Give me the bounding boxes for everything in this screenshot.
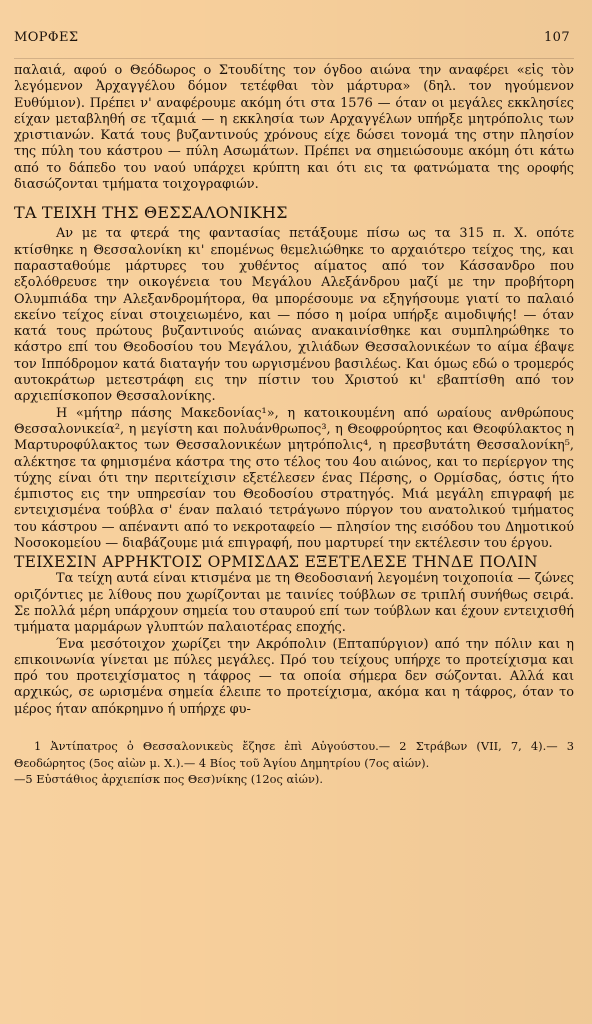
footnote-line-1: 1 Ἀντίπατρος ὁ Θεσσαλονικεὺς ἔζησε ἐπὶ Αὐγούστου.— 2 Στράβων (VII, 7, 4).— 3 Θεοδώρητος (5ος αἰὼν μ. Χ.).— 4 Βίος τοῦ Ἁγίου Δημητρίου (7ος αἰών). xyxy=(14,738,574,770)
footnote-line-2: —5 Εὐστάθιος ἀρχιεπίσκ πος Θεσ)νίκης (12ος αἰών). xyxy=(14,772,323,787)
paragraph-2: Αν με τα φτερά της φαντασίας πετάξουμε πίσω ως τα 315 π. Χ. οπότε κτίσθηκε η Θεσσαλονίκη κι' επομένως θεμελιώθηκε το αρχαιότερο τείχος της, και παρασταθούμε μάρτυρες του χυθέντος αίματος από τον Κάσσανδρο που εξολόθρευσε την οικογένεια του Μεγάλου Αλεξάνδρου μαζί με την προβήτορη Ολυμπιάδα την Αλεξανδρομήτορα, θα μπορέσουμε να εξηγήσουμε γιατί το παλαιό εκείνο τείχος είναι στοιχειωμένο, και — πόσο η μοίρα υπήρξε αιμοδιψής! — όταν κατά τους πρώτους βυζαντινούς αιώνας ανακαινίσθηκε και συμπληρώθηκε το κάστρο επί του Θεοδοσίου του Μεγάλου, χιλιάδων Θεσσαλονικέων το αίμα έβαψε τον Ιππόδρομον κατά διαταγήν του ωργισμένου βασιλέως. Και όμως εδώ ο τρομερός αυτοκράτωρ μετεστράφη εις την πίστιν του Χριστού κι' εβαπτίσθη από τον αρχιεπίσκοπον Θεσσαλονίκης. xyxy=(14,226,574,405)
paragraph-1: παλαιά, αφού ο Θεόδωρος ο Στουδίτης τον όγδοο αιώνα την αναφέρει «εἰς τὸν λεγόμενον Ἀρχαγγέλου δόμον τετέφθαι τὸν μάρτυρα» (δηλ. τον ηγούμενον Ευθύμιον). Πρέπει ν' αναφέρουμε ακόμη ότι στα 1576 — όταν οι μεγάλες εκκλησίες είχαν μεταβληθή σε τζαμιά — η εκκλησία των Αρχαγγέλων υπήρξε μητρόπολις των χριστιανών. Κατά τους βυζαντινούς χρόνους είχε δώσει τονομά της στην πλησίον της πύλη του κάστρου — πύλη Ασωμάτων. Πρέπει να σημειώσουμε ακόμη ότι κάτω από το δάπεδο του ναού υπάρχει κρύπτη και ότι εις τα φατνώματα της οροφής διασώζονται τμήματα τοιχογραφιών. xyxy=(14,63,574,193)
journal-title: ΜΟΡΦΕΣ xyxy=(14,30,79,45)
main-text xyxy=(14,63,574,718)
section-title: ΤΑ ΤΕΙΧΗ ΤΗΣ ΘΕΣΣΑΛΟΝΙΚΗΣ xyxy=(14,203,288,223)
paragraph-5: Ένα μεσότοιχον χωρίζει την Ακρόπολιν (Επταπύργιον) από την πόλιν και η επικοινωνία γίνεται με πύλες μεγάλες. Πρό του τείχους υπήρχε το προτείχισμα και πρό του προτειχίσματος η τάφρος — τα οποία σήμερα δεν σώζονται. Αλλά και αρχικώς, σε ωρισμένα σημεία έλειπε το προτείχισμα, ακόμα και η τάφρος, όταν το μέρος ήταν απόκρημνο ή υπήρχε φυ- xyxy=(14,636,574,717)
paragraph-4: Τα τείχη αυτά είναι κτισμένα με τη Θεοδοσιανή λεγομένη τοιχοποιία — ζώνες οριζόντιες με λίθους που χωρίζονται με ταινίες τούβλων σε τριπλή συνήθως σειρά. Σε πολλά μέρη υπάρχουν σημεία του σταυρού επί των τούβλων και έχουν εντειχισθή τμήματα μαρμάρων γλυπτών παλαιοτέρας εποχής. xyxy=(14,571,574,636)
inscription-text: ΤΕΙΧΕΣΙΝ ΑΡΡΗΚΤΟΙΣ ΟΡΜΙΣΔΑΣ ΕΞΕΤΕΛΕΣΕ ΤΗΝΔΕ ΠΟΛΙΝ xyxy=(14,553,538,572)
paragraph-3: Η «μήτηρ πάσης Μακεδονίας¹», η κατοικουμένη από ωραίους ανθρώπους Θεσσαλονικεία², η μεγίστη και πολυάνθρωπος³, η Θεοφρούρητος και Θεοφύλακτος η Μαρτυροφύλακτος των Θεσσαλονικέων μητρόπολις⁴, η πρεσβυτάτη Θεσσαλονίκη⁵, αλέκτησε τα φημισμένα κάστρα της στο τέλος του 4ου αιώνος, και το περίεργον της τύχης είναι ότι την περιτείχισιν εξετέλεσεν ένας Πέρσης, ο Ορμίσδας, όστις ήτο έμπιστος εις την υπηρεσίαν του Θεοδοσίου στρατηγός. Μιά μεγάλη επιγραφή με εντειχισμένα τούβλα σ' έναν παλαιό τετράγωνο πύργον του ανατολικού τμήματος του κάστρου — απέναντι από το νεκροταφείο — πλησίον της εισόδου του Δημοτικού Νοσοκομείου — διαβάζουμε μιά επιγραφή, που μαρτυρεί την εκτέλεσιν του έργου. xyxy=(14,405,574,552)
footnotes xyxy=(14,738,574,788)
page-number: 107 xyxy=(543,30,570,45)
page-header xyxy=(14,30,574,59)
